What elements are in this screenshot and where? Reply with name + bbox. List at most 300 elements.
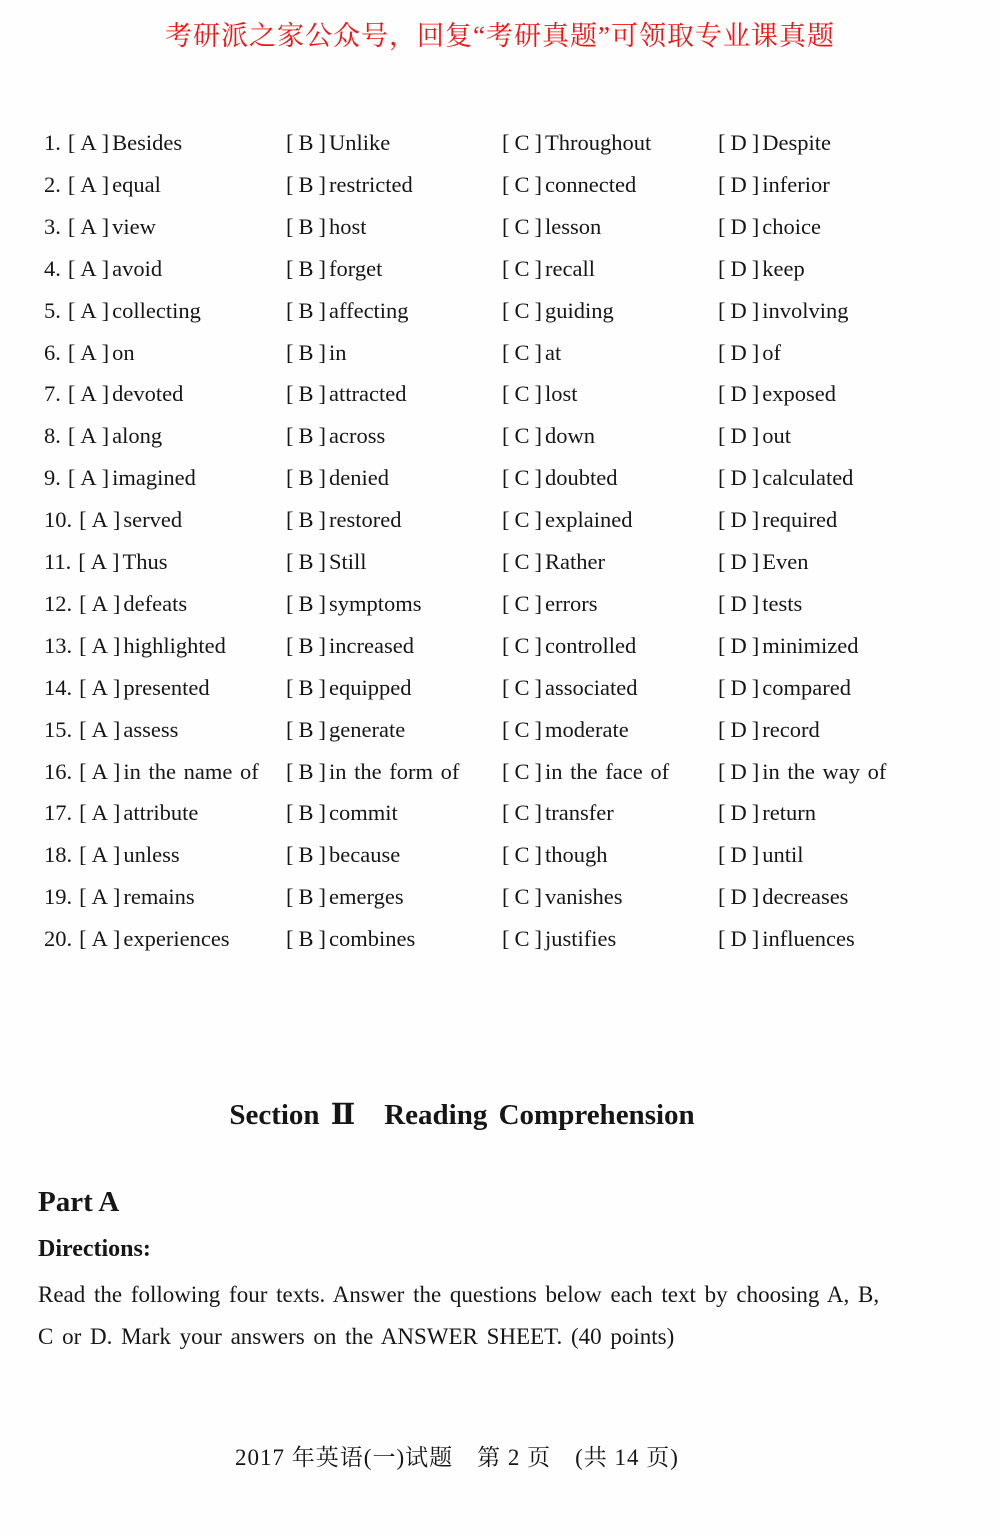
option-word: unless <box>123 842 180 868</box>
bracket-close: ] <box>751 130 760 155</box>
option-c <box>502 332 561 374</box>
bracket-open: [ <box>286 632 294 658</box>
option-letter: C <box>514 842 530 868</box>
bracket-close: ] <box>318 674 327 700</box>
option-word: choice <box>762 213 821 239</box>
bracket-open: [ <box>718 381 726 407</box>
option-d <box>718 499 837 541</box>
question-row <box>0 583 1000 625</box>
option-letter: A <box>80 297 97 323</box>
option-letter: D <box>730 297 747 323</box>
bracket-close: ] <box>751 507 760 533</box>
option-word: vanishes <box>545 884 623 910</box>
bracket-close: ] <box>534 381 543 407</box>
option-word: required <box>762 507 838 533</box>
option-a <box>44 248 162 290</box>
option-word: devoted <box>112 381 184 407</box>
option-word: controlled <box>545 632 637 658</box>
option-word: explained <box>545 507 633 533</box>
bracket-open: [ <box>502 884 510 910</box>
bracket-open: [ <box>718 339 726 365</box>
option-d <box>718 248 805 290</box>
bracket-open: [ <box>286 465 294 491</box>
bracket-open: [ <box>718 213 726 239</box>
bracket-open: [ <box>286 674 294 700</box>
option-letter: A <box>80 255 97 281</box>
bracket-open: [ <box>67 423 76 449</box>
option-letter: D <box>730 171 747 197</box>
bracket-close: ] <box>112 632 121 658</box>
option-letter: B <box>298 507 314 533</box>
bracket-open: [ <box>79 842 87 868</box>
bracket-close: ] <box>751 297 760 323</box>
option-letter: D <box>730 130 747 155</box>
option-letter: A <box>80 465 97 491</box>
bracket-close: ] <box>101 130 110 155</box>
question-number: 12. <box>44 590 73 616</box>
option-letter: D <box>730 716 747 742</box>
bracket-close: ] <box>751 465 760 491</box>
option-word: attracted <box>329 381 407 407</box>
option-d <box>718 583 802 625</box>
option-letter: B <box>298 549 314 574</box>
bracket-close: ] <box>534 758 543 784</box>
option-word: compared <box>762 674 851 700</box>
option-a <box>44 792 198 834</box>
bracket-close: ] <box>318 884 327 910</box>
option-letter: C <box>514 926 530 952</box>
option-a <box>44 499 182 541</box>
option-word: across <box>329 423 386 449</box>
option-letter: A <box>80 423 97 449</box>
bracket-open: [ <box>718 758 726 784</box>
question-row <box>0 248 1000 290</box>
option-a <box>44 373 183 415</box>
option-a <box>44 332 135 374</box>
option-word: involving <box>762 297 849 323</box>
bracket-open: [ <box>286 590 294 616</box>
bracket-close: ] <box>318 255 327 281</box>
bracket-close: ] <box>751 632 760 658</box>
bracket-open: [ <box>502 716 510 742</box>
option-letter: B <box>298 255 314 281</box>
option-letter: A <box>91 758 108 784</box>
option-word: in the way of <box>762 758 887 784</box>
bracket-close: ] <box>318 507 327 533</box>
option-letter: A <box>80 339 97 365</box>
bracket-close: ] <box>101 255 110 281</box>
bracket-close: ] <box>112 758 121 784</box>
option-word: in the name of <box>123 758 259 784</box>
bracket-open: [ <box>67 255 76 281</box>
option-word: at <box>545 339 562 365</box>
bracket-close: ] <box>101 465 110 491</box>
option-c <box>502 751 669 793</box>
option-word: keep <box>762 255 805 281</box>
question-number: 3. <box>44 213 61 239</box>
option-letter: B <box>298 297 314 323</box>
bracket-open: [ <box>67 381 76 407</box>
bracket-close: ] <box>534 674 543 700</box>
option-letter: A <box>91 674 108 700</box>
option-letter: D <box>730 255 747 281</box>
question-row <box>0 709 1000 751</box>
option-word: restored <box>329 507 402 533</box>
option-letter: C <box>514 549 530 574</box>
option-c <box>502 876 623 918</box>
option-letter: D <box>730 213 747 239</box>
question-number: 2. <box>44 171 61 197</box>
question-row <box>0 625 1000 667</box>
page-footer: 2017 年英语(一)试题 第 2 页 (共 14 页) <box>235 1445 679 1470</box>
option-word: in the face of <box>545 758 670 784</box>
option-d <box>718 206 821 248</box>
option-word: served <box>123 507 183 533</box>
option-letter: C <box>514 507 530 533</box>
option-letter: A <box>91 716 108 742</box>
option-word: affecting <box>329 297 409 323</box>
option-word: increased <box>329 632 414 658</box>
option-word: return <box>762 800 816 826</box>
option-letter: B <box>298 758 314 784</box>
option-word: attribute <box>123 800 199 826</box>
question-number: 9. <box>44 465 61 491</box>
bracket-open: [ <box>286 507 294 533</box>
option-d <box>718 918 855 960</box>
option-b <box>286 541 367 583</box>
bracket-close: ] <box>534 549 543 574</box>
option-letter: D <box>730 339 747 365</box>
option-word: Besides <box>112 130 183 155</box>
option-b <box>286 164 413 206</box>
option-word: justifies <box>545 926 617 952</box>
option-letter: D <box>730 800 747 826</box>
option-word: doubted <box>545 465 618 491</box>
option-a <box>44 751 259 793</box>
option-letter: A <box>91 507 108 533</box>
option-word: record <box>762 716 820 742</box>
bracket-open: [ <box>502 758 510 784</box>
question-number: 7. <box>44 381 61 407</box>
bracket-close: ] <box>112 884 121 910</box>
option-b <box>286 373 406 415</box>
option-letter: A <box>91 884 108 910</box>
option-letter: A <box>91 590 108 616</box>
bracket-close: ] <box>318 800 327 826</box>
bracket-open: [ <box>79 884 87 910</box>
option-letter: C <box>514 800 530 826</box>
option-word: recall <box>545 255 595 281</box>
bracket-close: ] <box>318 171 327 197</box>
option-word: tests <box>762 590 803 616</box>
bracket-open: [ <box>502 674 510 700</box>
option-letter: D <box>730 381 747 407</box>
question-number: 6. <box>44 339 61 365</box>
bracket-open: [ <box>502 130 510 155</box>
bracket-open: [ <box>718 465 726 491</box>
option-word: denied <box>329 465 389 491</box>
option-word: though <box>545 842 608 868</box>
option-word: on <box>112 339 135 365</box>
question-row <box>0 332 1000 374</box>
bracket-open: [ <box>718 130 726 155</box>
option-letter: B <box>298 800 314 826</box>
bracket-open: [ <box>502 297 510 323</box>
bracket-close: ] <box>101 171 110 197</box>
bracket-open: [ <box>78 549 86 574</box>
bracket-close: ] <box>534 171 543 197</box>
question-row <box>0 122 1000 164</box>
bracket-close: ] <box>534 465 543 491</box>
option-c <box>502 709 629 751</box>
bracket-close: ] <box>101 213 110 239</box>
option-word: imagined <box>112 465 196 491</box>
option-letter: B <box>298 213 314 239</box>
bracket-close: ] <box>534 926 543 952</box>
option-d <box>718 332 781 374</box>
option-d <box>718 709 820 751</box>
bracket-open: [ <box>718 800 726 826</box>
question-number: 16. <box>44 758 73 784</box>
option-word: until <box>762 842 804 868</box>
bracket-close: ] <box>318 758 327 784</box>
option-word: exposed <box>762 381 836 407</box>
bracket-close: ] <box>534 213 543 239</box>
bracket-open: [ <box>286 297 294 323</box>
option-word: Thus <box>122 549 168 574</box>
bracket-close: ] <box>318 926 327 952</box>
bracket-open: [ <box>286 716 294 742</box>
bracket-close: ] <box>318 632 327 658</box>
option-c <box>502 164 636 206</box>
option-word: calculated <box>762 465 854 491</box>
option-b <box>286 876 404 918</box>
bracket-open: [ <box>718 255 726 281</box>
option-letter: B <box>298 171 314 197</box>
bracket-close: ] <box>318 549 327 574</box>
option-c <box>502 206 601 248</box>
option-b <box>286 248 382 290</box>
option-letter: B <box>298 632 314 658</box>
option-word: highlighted <box>123 632 226 658</box>
option-word: inferior <box>762 171 830 197</box>
option-word: remains <box>123 884 195 910</box>
option-letter: B <box>298 423 314 449</box>
option-word: equal <box>112 171 161 197</box>
bracket-open: [ <box>67 465 76 491</box>
option-letter: D <box>730 884 747 910</box>
option-word: generate <box>329 716 406 742</box>
bracket-open: [ <box>79 758 87 784</box>
option-word: errors <box>545 590 598 616</box>
option-d <box>718 457 853 499</box>
question-number: 20. <box>44 926 73 952</box>
option-b <box>286 415 385 457</box>
option-letter: C <box>514 884 530 910</box>
option-a <box>44 667 210 709</box>
option-d <box>718 122 831 164</box>
bracket-close: ] <box>101 339 110 365</box>
option-a <box>44 122 182 164</box>
question-row <box>0 792 1000 834</box>
option-a <box>44 625 226 667</box>
option-word: associated <box>545 674 638 700</box>
option-word: along <box>112 423 163 449</box>
bracket-close: ] <box>534 884 543 910</box>
bracket-open: [ <box>286 926 294 952</box>
bracket-open: [ <box>79 674 87 700</box>
bracket-open: [ <box>502 339 510 365</box>
bracket-open: [ <box>718 590 726 616</box>
option-word: minimized <box>762 632 859 658</box>
option-d <box>718 290 849 332</box>
option-word: commit <box>329 800 398 826</box>
option-letter: B <box>298 130 314 155</box>
question-row <box>0 834 1000 876</box>
option-letter: B <box>298 465 314 491</box>
bracket-close: ] <box>112 674 121 700</box>
option-word: out <box>762 423 792 449</box>
bracket-open: [ <box>286 758 294 784</box>
option-d <box>718 751 886 793</box>
option-letter: C <box>514 171 530 197</box>
bracket-open: [ <box>79 800 87 826</box>
bracket-close: ] <box>318 213 327 239</box>
bracket-close: ] <box>751 758 760 784</box>
bracket-open: [ <box>286 884 294 910</box>
bracket-open: [ <box>67 171 76 197</box>
question-number: 13. <box>44 632 73 658</box>
question-row <box>0 667 1000 709</box>
bracket-close: ] <box>751 884 760 910</box>
option-word: connected <box>545 171 637 197</box>
bracket-close: ] <box>534 842 543 868</box>
bracket-close: ] <box>751 381 760 407</box>
option-d <box>718 834 804 876</box>
option-letter: B <box>298 842 314 868</box>
option-letter: D <box>730 549 747 574</box>
bracket-open: [ <box>718 716 726 742</box>
option-c <box>502 415 595 457</box>
option-word: equipped <box>329 674 412 700</box>
bracket-close: ] <box>534 632 543 658</box>
bracket-open: [ <box>286 213 294 239</box>
option-letter: B <box>298 884 314 910</box>
option-a <box>44 709 178 751</box>
question-number: 5. <box>44 297 61 323</box>
option-word: collecting <box>112 297 201 323</box>
bracket-close: ] <box>318 339 327 365</box>
option-c <box>502 625 636 667</box>
option-word: assess <box>123 716 179 742</box>
option-word: because <box>329 842 401 868</box>
bracket-close: ] <box>534 507 543 533</box>
option-b <box>286 625 414 667</box>
question-number: 10. <box>44 507 73 533</box>
question-number: 15. <box>44 716 73 742</box>
option-word: Even <box>762 549 809 574</box>
option-letter: D <box>730 423 747 449</box>
option-letter: B <box>298 381 314 407</box>
bracket-open: [ <box>718 423 726 449</box>
bracket-close: ] <box>318 297 327 323</box>
bracket-close: ] <box>534 423 543 449</box>
option-word: Despite <box>762 130 831 155</box>
question-row <box>0 499 1000 541</box>
bracket-close: ] <box>534 800 543 826</box>
option-d <box>718 667 851 709</box>
option-word: transfer <box>545 800 614 826</box>
bracket-open: [ <box>286 171 294 197</box>
option-letter: D <box>730 590 747 616</box>
bracket-open: [ <box>718 674 726 700</box>
question-row <box>0 541 1000 583</box>
directions-label: Directions: <box>38 1236 151 1262</box>
question-row <box>0 457 1000 499</box>
question-number: 19. <box>44 884 73 910</box>
bracket-close: ] <box>751 423 760 449</box>
question-row <box>0 918 1000 960</box>
question-row <box>0 373 1000 415</box>
option-word: Unlike <box>329 130 391 155</box>
bracket-close: ] <box>534 297 543 323</box>
option-letter: C <box>514 632 530 658</box>
bracket-close: ] <box>751 213 760 239</box>
bracket-open: [ <box>286 130 294 155</box>
bracket-close: ] <box>112 842 121 868</box>
option-word: in <box>329 339 347 365</box>
option-a <box>44 206 156 248</box>
option-a <box>44 541 168 583</box>
bracket-close: ] <box>112 549 120 574</box>
bracket-open: [ <box>718 926 726 952</box>
bracket-open: [ <box>286 339 294 365</box>
option-letter: A <box>90 549 108 574</box>
option-b <box>286 206 367 248</box>
bracket-close: ] <box>534 130 543 155</box>
bracket-close: ] <box>751 339 760 365</box>
option-a <box>44 457 196 499</box>
option-a <box>44 583 187 625</box>
bracket-close: ] <box>534 255 543 281</box>
bracket-open: [ <box>502 171 510 197</box>
bracket-open: [ <box>67 339 76 365</box>
option-word: moderate <box>545 716 629 742</box>
bracket-close: ] <box>751 549 760 574</box>
option-c <box>502 499 632 541</box>
bracket-close: ] <box>751 255 760 281</box>
option-letter: C <box>514 381 530 407</box>
bracket-open: [ <box>718 297 726 323</box>
option-letter: C <box>514 590 530 616</box>
option-word: Throughout <box>545 130 652 155</box>
option-word: view <box>112 213 156 239</box>
option-letter: C <box>514 423 530 449</box>
bracket-close: ] <box>751 800 760 826</box>
bracket-open: [ <box>718 842 726 868</box>
bracket-open: [ <box>718 549 726 574</box>
option-word: Still <box>329 549 367 574</box>
option-letter: B <box>298 590 314 616</box>
option-word: Rather <box>545 549 605 574</box>
bracket-open: [ <box>286 255 294 281</box>
option-b <box>286 751 459 793</box>
option-letter: A <box>91 842 108 868</box>
option-letter: C <box>514 674 530 700</box>
option-word: combines <box>329 926 416 952</box>
bracket-open: [ <box>67 297 76 323</box>
option-word: host <box>329 213 367 239</box>
